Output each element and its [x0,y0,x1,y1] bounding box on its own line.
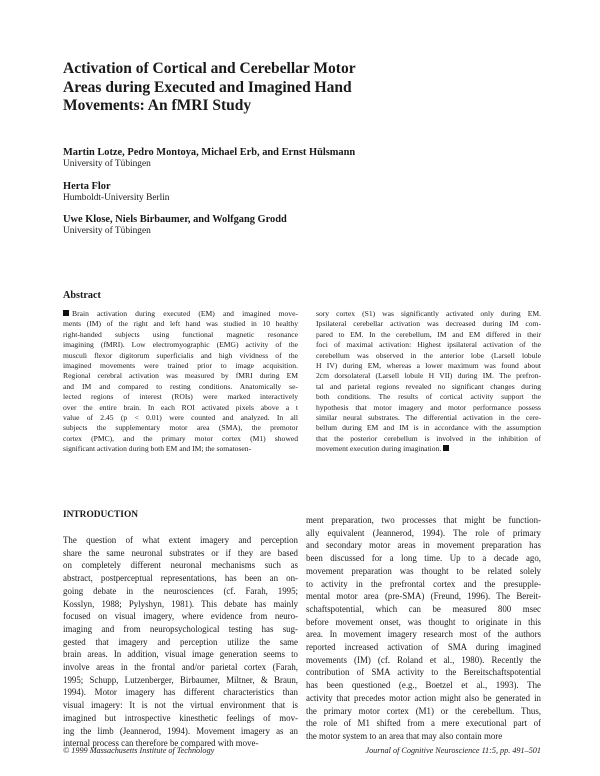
author-names: Uwe Klose, Niels Birbaumer, and Wolfgang Grodd [63,214,287,225]
body-text-line: activity that precedes motor action might also be generated in [306,692,541,703]
body-text-line: abstract, postperceptual representations, has been an on- [63,573,298,584]
body-text-line: and secondary motor areas in movement preparation has [306,540,541,551]
body-text-line: to activity in the prefrontal cortex and the presupple- [306,578,541,589]
abstract-line: cerebellum was observed in the anterior lobe (Larsell lobule [316,350,541,360]
author-names: Herta Flor [63,180,111,192]
abstract-heading: Abstract [63,290,101,301]
abstract-line: pared to EM. In the cerebellum, IM and EM differed in their [316,329,541,339]
abstract-line: lected regions of interest (ROIs) were marked interactively [63,392,298,402]
abstract-line: 2cm dorsolateral (Larsell lobule H VII) during IM. The prefron- [316,371,541,381]
body-text-line: internal process can therefore be compared with move- [63,738,259,749]
abstract-line: right-handed subjects using functional magnetic resonance [63,329,298,339]
abstract-right-column [316,309,541,455]
body-text-line: 1994). Motor imagery has different characteristics than [63,687,298,698]
body-text-line: involve areas in the frontal and/or parietal cortex (Farah, [63,662,298,673]
body-text-line: area. In movement imagery research most of the authors [306,629,541,640]
author-affiliation: Humboldt-University Berlin [63,192,170,203]
body-text-line: 1995; Schupp, Lutzenberger, Birbaumer, Miltner, & Braun, [63,674,298,685]
abstract-line: imagined movements were trained prior to image acquisition. [63,361,298,371]
body-text-line: movement preparation was thought to be related solely [306,565,541,576]
body-text-line: movements (IM) (cf. Roland et al., 1980). Recently the [306,654,541,665]
abstract-line: bellum during EM and IM is in accordance with the assumption [316,423,541,433]
abstract-line: tal and parietal regions revealed no significant changes during [316,381,541,391]
abstract-line: Brain activation during executed (EM) and imagined move- [63,309,298,319]
title-line: Activation of Cortical and Cerebellar Motor [63,60,356,77]
abstract-line: Regional cerebral activation was measured by fMRI during EM [63,371,298,381]
author-group [63,181,543,205]
abstract-line: over the entire brain. In each ROI activated pixels above a t [63,402,298,412]
introduction-right-column [306,514,541,743]
introduction-left-column [63,534,298,750]
body-text-line: imagined but introspective kinesthetic feelings of mov- [63,712,298,723]
abstract-line: cortex (PMC), and the primary motor cortex (M1) showed [63,433,298,443]
abstract-line: Ipsilateral cerebellar activation was decreased during IM com- [316,319,541,329]
abstract-line: H IV) during EM, whereas a lower maximum was found about [316,361,541,371]
author-affiliation: University of Tübingen [63,226,151,236]
abstract-line: subjects the supplementary motor area (SMA), the premotor [63,423,298,433]
body-text-line: schaftspotential, which can be measured 800 msec [306,603,541,614]
author-names: Martin Lotze, Pedro Montoya, Michael Erb, and Ernst Hülsmann [63,147,356,158]
body-text-line: going debate in the neurosciences (cf. Farah, 1995; [63,585,298,596]
abstract-line: that the posterior cerebellum is involved in the inhibition of [316,433,541,443]
body-text-line: reported increased activation of SMA during imagined [306,642,541,653]
abstract-line: foci of maximal activation: Highest ipsilateral activation of the [316,340,541,350]
body-text-line: the role of M1 shifted from a mere executional part of [306,718,541,729]
body-text-line: ment preparation, two processes that might be function- [306,515,541,525]
body-text-line: the primary motor cortex (M1) or the cerebellum. Thus, [306,705,541,716]
body-text-line: mental motor area (pre-SMA) (Freund, 1996). The Bereit- [306,591,541,602]
body-text-line: been discussed for a long time. Up to a decade ago, [306,553,541,564]
abstract-line: sory cortex (S1) was significantly activated only during EM. [316,309,541,318]
body-text-line: brain areas. In addition, visual image generation seems to [63,649,298,660]
body-text-line: visual imagery: It is not the virtual environment that is [63,700,298,711]
abstract-line: significant activation during both EM and IM; the somatosen- [63,444,252,454]
title-line: Areas during Executed and Imagined Hand [63,78,352,96]
abstract-left-column [63,309,298,455]
body-text-line: contribution of SMA activity to the Bereitschaftspotential [306,667,541,678]
journal-citation-footer: Journal of Cognitive Neuroscience 11:5, pp. 491–501 [365,746,541,755]
introduction-heading: INTRODUCTION [63,510,139,520]
author-group [63,214,543,238]
author-affiliation: University of Tübingen [63,159,151,169]
article-title [63,60,483,116]
body-text-line: The question of what extent imagery and perception [63,535,298,545]
copyright-footer: © 1999 Massachusetts Institute of Technology [63,746,215,755]
body-text-line: share the same neuronal substrates or if they are based [63,547,298,558]
body-text-line: ally equivalent (Jeannerod, 1994). The role of primary [306,527,541,538]
body-text-line: Kosslyn, 1988; Pylyshyn, 1981). This debate has mainly [63,598,298,609]
body-text-line: focused on visual imagery, where evidence from neuro- [63,611,298,622]
abstract-line: hypothesis that motor imagery and motor performance possess [316,402,541,412]
abstract-line: and IM and compared to resting conditions. Anatomically se- [63,381,298,391]
body-text-line: before movement onset, was thought to originate in this [306,616,541,627]
abstract-line: value of 2.45 (p < 0.01) were counted and analyzed. In all [63,413,298,423]
section-start-square-icon [63,310,69,316]
title-line: Movements: An fMRI Study [63,97,252,114]
body-text-line: gested that imagery and perception utilize the same [63,636,298,647]
author-block [63,147,543,248]
body-text-line: has been questioned (e.g., Boetzel et al., 1993). The [306,680,541,691]
body-text-line: the motor system to an area that may also contain more [306,730,503,741]
section-end-square-icon [443,445,449,451]
abstract-line: imagining (fMRI). Low electromyographic (EMG) activity of the [63,340,298,350]
abstract-line: both conditions. The results of cortical activity support the [316,392,541,402]
abstract-line: musculi flexor digitorum superficialis and high vividness of the [63,350,298,360]
abstract-line: similar neural substrates. The differential activation in the cere- [316,413,541,423]
author-group [63,147,543,171]
body-text-line: on completely different neuronal mechanisms such as [63,560,298,571]
body-text-line: ing the limb (Jeannerod, 1994). Movement imagery as an [63,725,298,736]
abstract-line: movement execution during imagination. [316,444,541,454]
abstract-line: ments (IM) of the right and left hand was studied in 10 healthy [63,319,298,329]
body-text-line: imaging and from neuropsychological testing has sug- [63,623,298,634]
